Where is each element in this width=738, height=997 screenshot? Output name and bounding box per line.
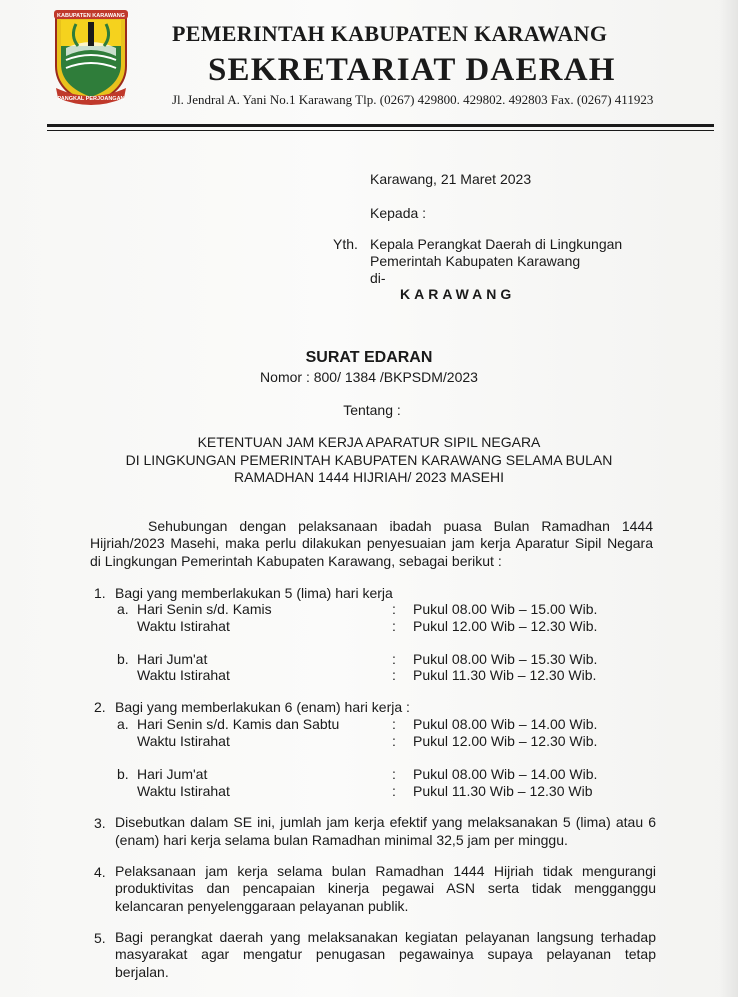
office-name: SEKRETARIAT DAERAH [208,52,616,88]
point-2-title: Bagi yang memberlakukan 6 (enam) hari kerja : [115,699,410,715]
place-date: Karawang, 21 Maret 2023 [370,171,532,187]
point-2a-value: Pukul 08.00 Wib – 14.00 Wib. [413,716,598,732]
intro-line-3: di Lingkungan Pemerintah Kabupaten Karawang, sebagai berikut : [90,553,502,569]
subject-line-1: KETENTUAN JAM KERJA APARATUR SIPIL NEGARA [197,434,541,450]
recipient-city: KARAWANG [400,286,516,302]
colon: : [392,716,396,732]
point-1-number: 1. [94,585,106,601]
government-name: PEMERINTAH KABUPATEN KARAWANG [172,21,608,46]
point-4-line-3: kelancaran penyelenggaraan pelayanan publik. [115,898,409,914]
point-1a-label: Hari Senin s/d. Kamis [137,601,272,617]
subject-line-3: RAMADHAN 1444 HIJRIAH/ 2023 MASEHI [234,469,504,485]
emblem-motto-text: PANGKAL PERJOANGAN [57,96,125,102]
colon: : [392,651,396,667]
point-1a-break-value: Pukul 12.00 Wib – 12.30 Wib. [413,618,598,634]
letterhead-rule-thin [47,130,714,131]
point-1b-value: Pukul 08.00 Wib – 15.30 Wib. [413,651,598,667]
point-2b-marker: b. [117,766,129,782]
karawang-regency-emblem [52,8,130,108]
point-1a-marker: a. [117,601,129,617]
point-4-number: 4. [94,864,106,880]
point-2-number: 2. [94,699,106,715]
kepada-label: Kepada : [370,205,427,221]
colon: : [392,766,396,782]
point-5-line-2: masyarakat agar mengatur penugasan pegawainya supaya pelayanan tetap [115,946,656,962]
point-1b-break-label: Waktu Istirahat [137,667,230,683]
point-3-line-2: (enam) hari kerja selama bulan Ramadhan minimal 32,5 jam per minggu. [115,832,568,848]
point-2b-break-value: Pukul 11.30 Wib – 12.30 Wib [413,783,593,799]
colon: : [392,601,396,617]
yth-label: Yth. [333,236,358,252]
point-2a-marker: a. [117,716,129,732]
di-label: di- [370,270,386,286]
document-heading: SURAT EDARAN [305,349,433,366]
point-2b-break-label: Waktu Istirahat [137,783,230,799]
colon: : [392,618,396,634]
intro-line-1: Sehubungan dengan pelaksanaan ibadah puasa Bulan Ramadhan 1444 [148,518,653,534]
point-2b-value: Pukul 08.00 Wib – 14.00 Wib. [413,766,598,782]
point-3-number: 3. [94,815,106,831]
page-edge-shadow [720,0,738,997]
colon: : [392,667,396,683]
recipient-line-2: Pemerintah Kabupaten Karawang [370,253,581,269]
office-address: Jl. Jendral A. Yani No.1 Karawang Tlp. (0267) 429800. 429802. 492803 Fax. (0267) 411923 [172,92,654,107]
point-4-line-1: Pelaksanaan jam kerja selama bulan Ramadhan 1444 Hijriah tidak mengurangi [115,863,656,879]
point-1b-marker: b. [117,651,129,667]
emblem-top-text: KABUPATEN KARAWANG [57,13,125,19]
point-1b-break-value: Pukul 11.30 Wib – 12.30 Wib. [413,667,597,683]
letterhead-rule-thick [47,124,714,127]
colon: : [392,733,396,749]
subject-line-2: DI LINGKUNGAN PEMERINTAH KABUPATEN KARAWANG SELAMA BULAN [125,452,613,468]
point-5-line-3: berjalan. [115,964,169,980]
point-1-title: Bagi yang memberlakukan 5 (lima) hari kerja [115,585,393,601]
point-2a-break-label: Waktu Istirahat [137,733,230,749]
recipient-line-1: Kepala Perangkat Daerah di Lingkungan [370,236,623,252]
point-5-number: 5. [94,930,106,946]
point-1b-label: Hari Jum'at [137,651,208,667]
colon: : [392,783,396,799]
point-4-line-2: produktivitas dan pencapaian kinerja pegawai ASN serta tidak mengganggu [115,880,656,896]
point-2b-label: Hari Jum'at [137,766,208,782]
point-2a-label: Hari Senin s/d. Kamis dan Sabtu [137,716,340,732]
tentang-label: Tentang : [343,402,401,418]
point-1a-break-label: Waktu Istirahat [137,618,230,634]
document-number: Nomor : 800/ 1384 /BKPSDM/2023 [260,369,478,385]
point-5-line-1: Bagi perangkat daerah yang melaksanakan kegiatan pelayanan langsung terhadap [115,929,656,945]
intro-line-2: Hijriah/2023 Masehi, maka perlu dilakukan penyesuaian jam kerja Aparatur Sipil Negara [90,535,653,551]
point-2a-break-value: Pukul 12.00 Wib – 12.30 Wib. [413,733,598,749]
point-3-line-1: Disebutkan dalam SE ini, jumlah jam kerja efektif yang melaksanakan 5 (lima) atau 6 [115,814,656,830]
point-1a-value: Pukul 08.00 Wib – 15.00 Wib. [413,601,598,617]
